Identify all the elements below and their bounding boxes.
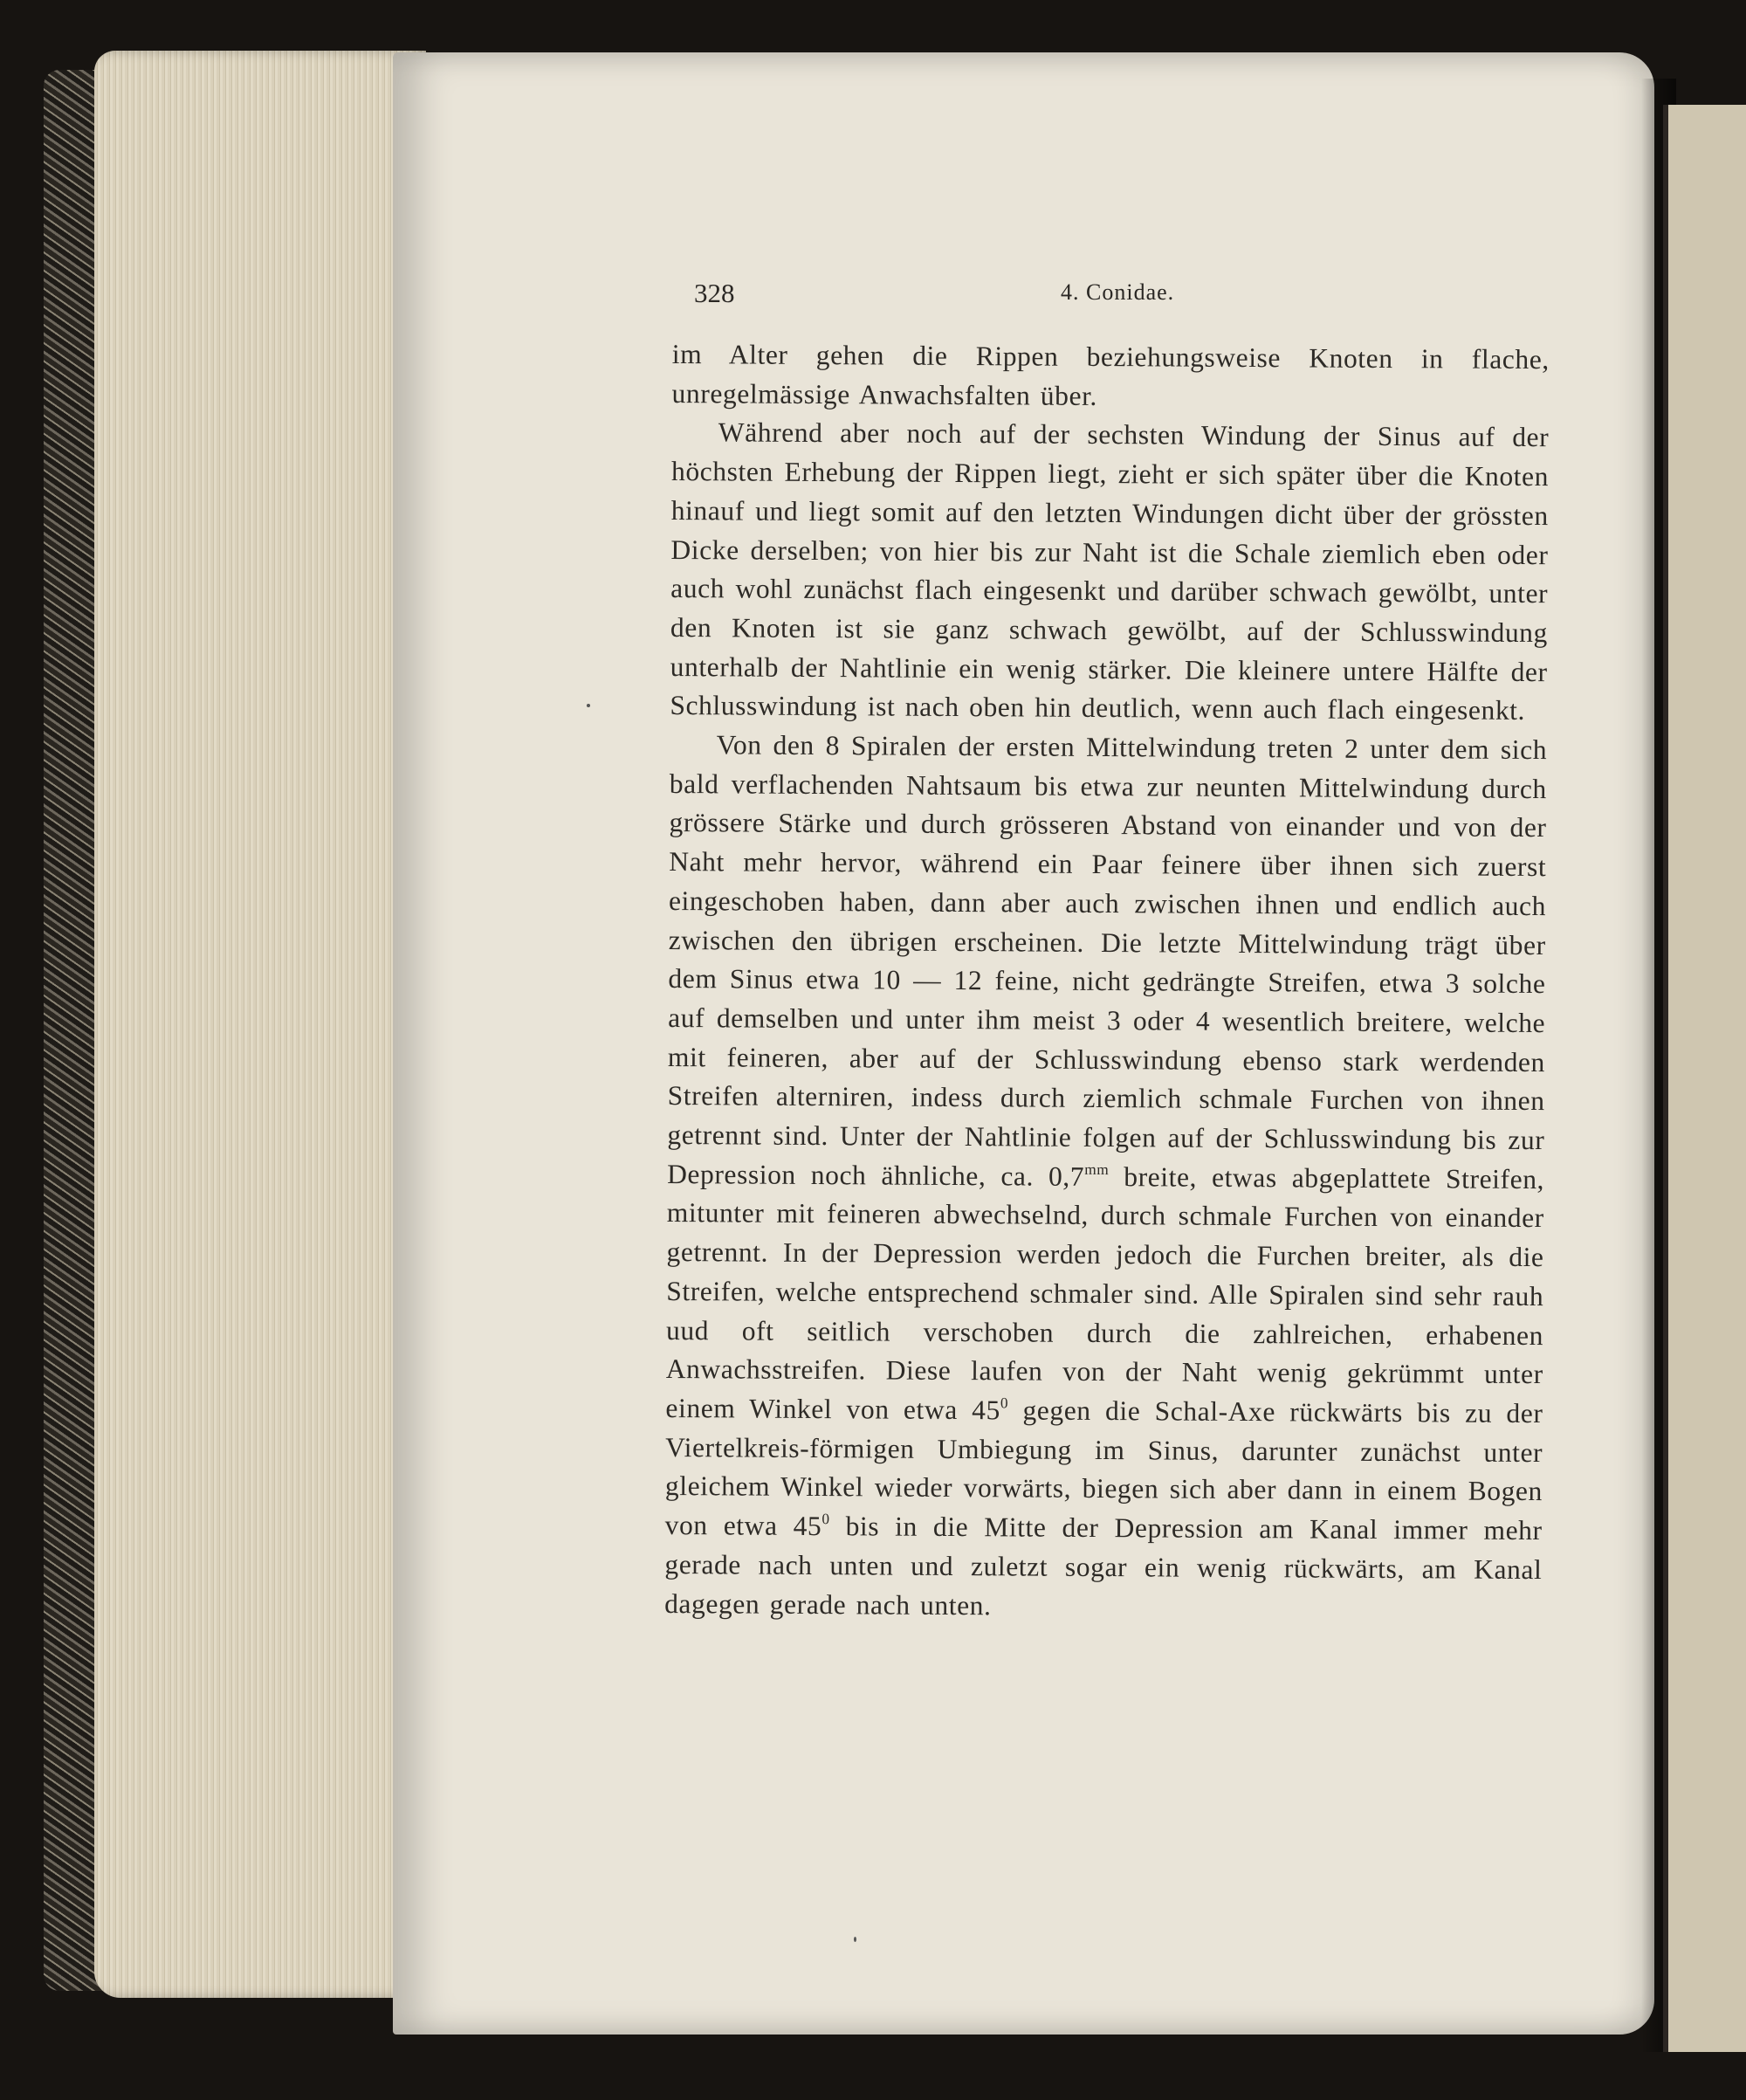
degree-mark: 0 — [821, 1511, 830, 1528]
degree-mark: 0 — [1000, 1394, 1009, 1412]
paragraph-3-part-b: breite, etwas abgeplattete Streifen, mitunter mit feineren abwechselnd, durch schmale Furchen von einander getrennt. In der Depression werden jedoch die Furchen breiter, als die Streifen, welche entsprechend schmaler sind. Alle Spiralen sind sehr rauh uud oft seitlich verschoben durch die zahlreichen, erhabenen Anwachsstreifen. Diese laufen von der Naht wenig gekrümmt unter einem Winkel von etwa 45 — [665, 1160, 1545, 1426]
page-header — [694, 278, 1567, 321]
running-head: 4. Conidae. — [1061, 279, 1175, 305]
body-text — [664, 335, 1550, 1628]
page-number: 328 — [694, 278, 735, 308]
page-stack-edge — [94, 51, 426, 1998]
paper-speck — [854, 1937, 856, 1942]
facing-page-edge — [1663, 105, 1746, 2052]
unit-mm: mm — [1084, 1160, 1110, 1178]
paragraph-3-part-a: Von den 8 Spiralen der ersten Mittelwindung treten 2 unter dem sich bald verflachenden Nahtsaum bis etwa zur neunten Mittelwindung durch grössere Stärke und durch grösseren Abstand von einander und von der Naht mehr hervor, während ein Paar feinere über ihnen sich zuerst eingeschoben haben, dann aber auch zwischen ihnen und endlich auch zwischen den übrigen erscheinen. Die letzte Mittelwindung trägt über dem Sinus etwa 10 — 12 feine, nicht gedrängte Streifen, etwa 3 solche auf demselben und unter ihm meist 3 oder 4 wesentlich breitere, welche mit feineren, aber auf der Schlusswindung ebenso stark werdenden Streifen alterniren, indess durch ziemlich schmale Furchen von ihnen getrennt sind. Unter der Nahtlinie folgen auf der Schlusswindung bis zur Depression noch ähnliche, ca. 0,7 — [667, 729, 1548, 1192]
paragraph-1: im Alter gehen die Rippen beziehungsweise Knoten in flache, unregelmässige Anwachsfalten über. — [671, 338, 1550, 411]
paragraph-2: Während aber noch auf der sechsten Windung der Sinus auf der höchsten Erhebung der Rippen liegt, zieht er sich später über die Knoten hinauf und liegt somit auf den letzten Windungen dicht über der grössten Dicke derselben; von hier bis zur Naht ist die Schale ziemlich eben oder auch wohl zunächst flach eingesenkt und darüber schwach gewölbt, unter den Knoten ist sie ganz schwach gewölbt, auf der Schlusswindung unterhalb der Nahtlinie ein wenig stärker. Die kleinere untere Hälfte der Schlusswindung ist nach oben hin deutlich, wenn auch flach eingesenkt. — [670, 417, 1550, 726]
paragraph-3 — [664, 726, 1547, 1628]
paper-speck — [587, 704, 590, 707]
paragraph-3-part-d: bis in die Mitte der Depression am Kanal immer mehr gerade nach unten und zuletzt sogar ein wenig rückwärts, am Kanal dagegen gerade nach unten. — [664, 1511, 1543, 1621]
paragraph-3-part-c: gegen die Schal-Axe rückwärts bis zu der Viertelkreis-förmigen Umbiegung im Sinus, darunter zunächst unter gleichem Winkel wieder vorwärts, biegen sich aber dann in einem Bogen von etwa 45 — [664, 1394, 1543, 1542]
